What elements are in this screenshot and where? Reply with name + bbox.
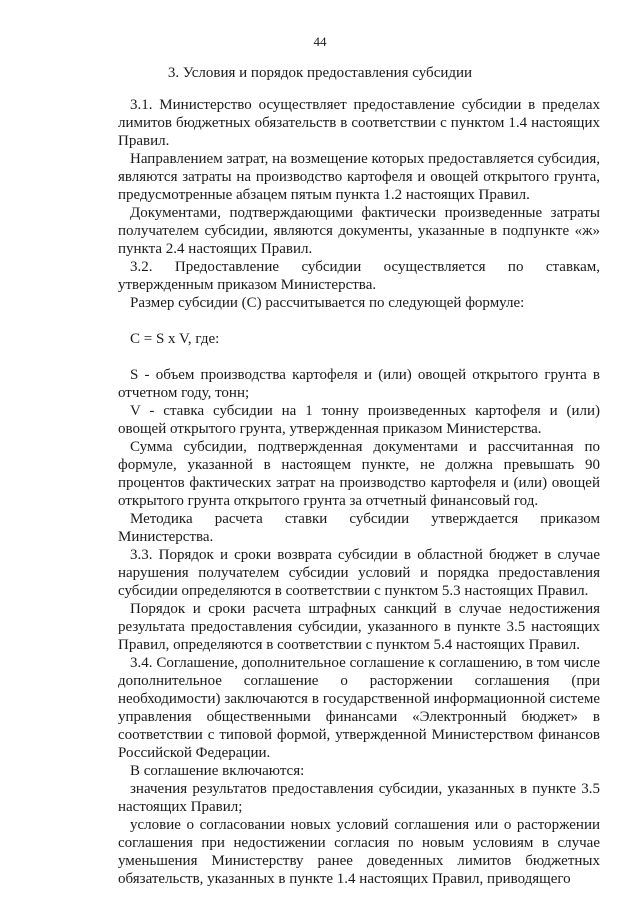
paragraph: значения результатов предоставления субсидии, указанных в пункте 3.5 настоящих Правил; (118, 781, 600, 815)
formula: C = S x V, где: (130, 331, 220, 347)
paragraph: Документами, подтверждающими фактически произведенные затраты получателем субсидии, являются документы, указанные в подпункте «ж» пункта 2.4 настоящих Правил. (118, 205, 600, 257)
paragraph: условие о согласовании новых условий соглашения или о расторжении соглашения при недостижении согласия по новым условиям в случае уменьшения Министерству ранее доведенных лимитов бюджетных обязательств, указанных в пункте 1.4 настоящих Правил, приводящего (118, 817, 600, 887)
page-number: 44 (313, 34, 327, 49)
paragraph: 3.4. Соглашение, дополнительное соглашение к соглашению, в том числе дополнительное соглашение о расторжении соглашения (при необходимости) заключаются в государственной информационной системе управления общественными финансами «Электронный бюджет» в соответствии с типовой формой, утвержденной Министерством финансов Российской Федерации. (118, 655, 600, 761)
paragraph: 3.2. Предоставление субсидии осуществляется по ставкам, утвержденным приказом Министерства. (118, 259, 600, 293)
spacer (118, 348, 600, 366)
paragraph: 3.3. Порядок и сроки возврата субсидии в областной бюджет в случае нарушения получателем субсидии условий и порядка предоставления субсидии определяются в соответствии с пунктом 5.3 настоящих Правил. (118, 547, 600, 599)
paragraph: Порядок и сроки расчета штрафных санкций в случае недостижения результата предоставления субсидии, указанного в пункте 3.5 настоящих Правил, определяются в соответствии с пунктом 5.4 настоящих Правил. (118, 601, 600, 653)
paragraph: V - ставка субсидии на 1 тонну произведенных картофеля и (или) овощей открытого грунта, утвержденная приказом Министерства. (118, 403, 600, 437)
paragraph: Сумма субсидии, подтвержденная документами и рассчитанная по формуле, указанной в настоящем пункте, не должна превышать 90 процентов фактических затрат на производство картофеля и (или) овощей открытого грунта открытого грунта за отчетный финансовый год. (118, 439, 600, 509)
spacer (118, 312, 600, 330)
paragraph: Размер субсидии (С) рассчитывается по следующей формуле: (130, 295, 525, 311)
paragraph: Направлением затрат, на возмещение которых предоставляется субсидия, являются затраты на производство картофеля и овощей открытого грунта, предусмотренные абзацем пятым пункта 1.2 настоящих Правил. (118, 151, 600, 203)
paragraph: В соглашение включаются: (130, 763, 305, 779)
paragraph: 3.1. Министерство осуществляет предоставление субсидии в пределах лимитов бюджетных обязательств в соответствии с пунктом 1.4 настоящих Правил. (118, 97, 600, 149)
paragraph: Методика расчета ставки субсидии утверждается приказом Министерства. (118, 511, 600, 545)
document-body (118, 96, 600, 888)
paragraph: S - объем производства картофеля и (или) овощей открытого грунта в отчетном году, тонн; (118, 367, 600, 401)
section-title: 3. Условия и порядок предоставления субсидии (167, 65, 473, 81)
